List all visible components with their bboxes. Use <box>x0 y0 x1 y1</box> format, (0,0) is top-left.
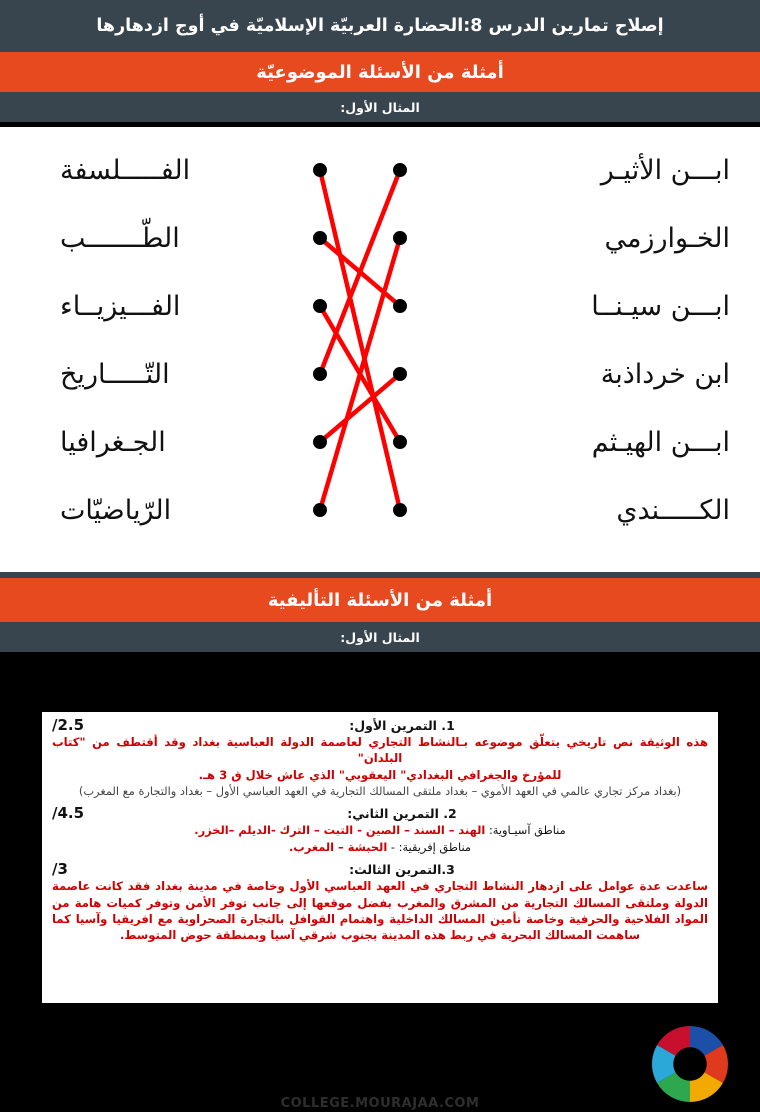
field-label-3: الفـــيزيــاء <box>60 290 181 322</box>
page-title: إصلاح تمارين الدرس 8:الحضارة العربيّة الإسلاميّة في أوج ازدهارها <box>96 16 664 36</box>
scholar-label-3: ابـــن سيـنــا <box>591 290 730 322</box>
matching-row-6 <box>0 477 760 543</box>
answers-card <box>42 712 718 1003</box>
exercise-2-title: 2. التمرين الثاني: <box>347 805 457 821</box>
exercise-2-africa-label: مناطق إفريقية: - <box>390 840 472 854</box>
exercise-1-answer-note: (بغداد مركز تجاري عالمي في العهد الأموي – بغداد ملتقى المسالك التجارية في العهد العباسي الأول – بغداد والتجارة مع المغرب) <box>78 784 682 799</box>
matching-exercise-card <box>0 127 760 572</box>
document-title-bar <box>0 0 760 52</box>
exercise-1-answer-line-1: هذه الوثيقة نص تاريخي يتعلّق موضوعه بـالنشاط التجاري لعاصمة الدولة العباسية بغداد وقد أقتطف من "كتاب البلدان" <box>52 735 708 766</box>
exercise-3-header <box>52 860 708 878</box>
example-label-1: المثال الأول: <box>340 99 420 115</box>
matching-row-3 <box>0 273 760 339</box>
exercise-2-africa-line <box>52 839 708 856</box>
matching-row-1 <box>0 137 760 203</box>
field-label-1: الفـــــلسفة <box>60 154 191 186</box>
site-logo-icon <box>652 1026 728 1102</box>
scholar-label-2: الخـوارزمي <box>604 222 730 254</box>
matching-grid <box>0 127 760 572</box>
section-heading-composition-questions <box>0 578 760 622</box>
matching-row-2 <box>0 205 760 271</box>
field-label-6: الرّياضيّات <box>60 494 172 526</box>
field-label-5: الجـغرافيا <box>60 426 166 458</box>
exercise-3-title: 3.التمرين الثالث: <box>349 862 455 878</box>
example-label-bar-1 <box>0 92 760 122</box>
example-label-bar-2 <box>0 622 760 652</box>
field-label-2: الطّـــــــب <box>60 222 180 254</box>
example-label-2: المثال الأول: <box>340 629 420 645</box>
exercise-1-mark: /2.5 <box>52 716 85 734</box>
exercise-2-asia-line <box>52 822 708 839</box>
exercise-1-answer-line-2: للمؤرخ والجغرافي البغدادي" اليعقوبي" الذي عاش خلال ق 3 هـ. <box>198 767 562 782</box>
site-watermark: COLLEGE.MOURAJAA.COM <box>280 1096 480 1111</box>
section-heading-objective-questions <box>0 52 760 92</box>
field-label-4: التّـــــاريخ <box>60 358 170 390</box>
scholar-label-4: ابن خرداذبة <box>600 358 730 390</box>
matching-row-5 <box>0 409 760 475</box>
scholar-label-1: ابـــن الأثيـر <box>600 154 730 186</box>
matching-row-4 <box>0 341 760 407</box>
exercise-3-mark: /3 <box>52 860 68 879</box>
exercise-1-title: 1. التمرين الأول: <box>349 718 455 733</box>
scholar-label-5: ابـــن الهيـثم <box>591 426 730 458</box>
exercise-2-header <box>52 804 708 822</box>
exercise-2-mark: /4.5 <box>52 803 85 822</box>
exercise-3-answer: ساعدت عدة عوامل على ازدهار النشاط التجاري في العهد العباسي الأول وخاصة في مدينة بغداد فقد كانت عاصمة الدولة وملتقى المسالك التجارية من المشرق والمغرب بفضل موقعها إلى جانب توفر الأمن وتوفر كميات هامة من المواد الفلاحية والحرفية وخاصة تأمين المسالك الداخلية واهتمام القوافل بالتجارة الصحراوية مع افريقيا وآسيا كما ساهمت المسالك البحرية في ربط هذه المدينة بجنوب شرقي آسيا وبمنطقة حوض المتوسط. <box>52 879 708 943</box>
scholar-label-6: الكـــــندي <box>616 494 730 526</box>
exercise-2-asia-label: مناطق آسيـاوية: <box>488 822 566 837</box>
exercise-2-asia-items: الهند – السند – الصين - التبت – الترك -الديلم –الخزر. <box>194 822 486 837</box>
exercise-1-header <box>52 716 708 734</box>
section-heading-composition-label: أمثلة من الأسئلة التأليفية <box>267 589 493 611</box>
section-heading-objective-label: أمثلة من الأسئلة الموضوعيّة <box>256 61 504 83</box>
exercise-2-africa-items: الحبشة – المغرب. <box>288 840 388 854</box>
